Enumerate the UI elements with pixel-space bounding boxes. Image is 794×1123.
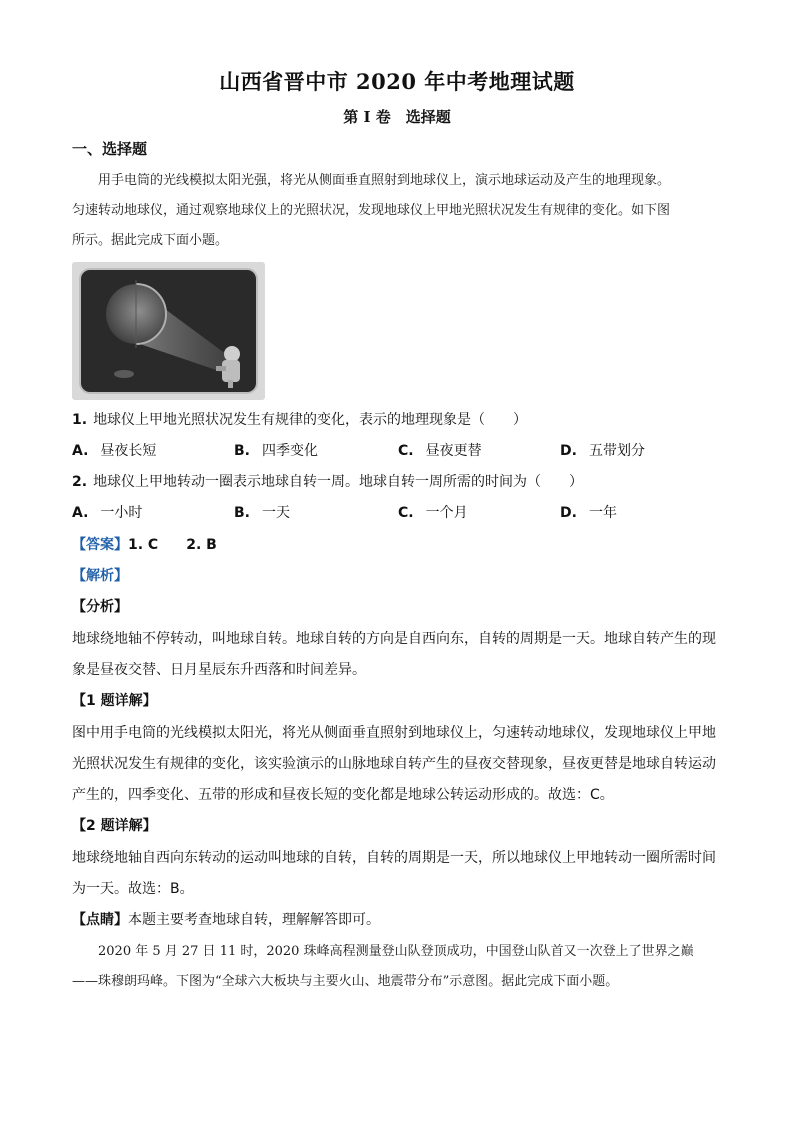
- detail1-paragraph: [72, 718, 724, 811]
- option-letter: A.: [72, 505, 89, 521]
- option-text: 一小时: [100, 505, 143, 521]
- option-text: 昼夜更替: [425, 443, 482, 459]
- detail2-paragraph: [72, 843, 724, 905]
- q2-option-b[interactable]: [234, 502, 290, 524]
- option-letter: A.: [72, 443, 89, 459]
- dianjing-label: 【点睛】: [72, 912, 128, 928]
- fenxi-label: 【分析】: [72, 599, 128, 615]
- option-text: 五带划分: [588, 443, 645, 459]
- globe-experiment-photo: [72, 262, 265, 400]
- option-letter: B.: [234, 443, 250, 459]
- intro-paragraph: [72, 166, 724, 256]
- q1-option-c[interactable]: [398, 440, 482, 462]
- answer-label: 【答案】: [72, 537, 128, 553]
- option-letter: C.: [398, 443, 414, 459]
- option-text: 一天: [262, 505, 290, 521]
- dianjing-text: 本题主要考查地球自转，理解解答即可。: [128, 912, 380, 928]
- detail1-line: 图中用手电筒的光线模拟太阳光，将光从侧面垂直照射到地球仪上，匀速转动地球仪，发现地球仪上甲地: [72, 725, 716, 741]
- fenxi-line: 象是昼夜交替、日月星辰东升西落和时间差异。: [72, 662, 366, 678]
- question-text: 地球仪上甲地光照状况发生有规律的变化，表示的地理现象是（ ）: [93, 412, 528, 428]
- question-2-stem: [72, 471, 583, 493]
- intro-line: 所示。据此完成下面小题。: [72, 233, 229, 248]
- detail1-label: 【1 题详解】: [72, 693, 157, 709]
- intro-line: 用手电筒的光线模拟太阳光强，将光从侧面垂直照射到地球仪上，演示地球运动及产生的地理现象。: [98, 173, 671, 188]
- q1-option-d[interactable]: [560, 440, 645, 462]
- option-text: 一年: [588, 505, 617, 521]
- detail1-line: 光照状况发生有规律的变化，该实验演示的山脉地球自转产生的昼夜交替现象，昼夜更替是地球自转运动: [72, 756, 716, 772]
- next-intro-paragraph: [72, 937, 724, 997]
- answer-text: 1. C 2. B: [128, 537, 217, 553]
- question-text: 地球仪上甲地转动一圈表示地球自转一周。地球自转一周所需的时间为（ ）: [93, 474, 584, 490]
- detail2-label: 【2 题详解】: [72, 818, 157, 834]
- detail2-line: 为一天。故选：B。: [72, 881, 194, 897]
- q2-option-a[interactable]: [72, 502, 142, 524]
- option-text: 昼夜长短: [100, 443, 157, 459]
- fenxi-paragraph: [72, 624, 724, 686]
- q1-option-a[interactable]: [72, 440, 156, 462]
- detail2-line: 地球绕地轴自西向东转动的运动叫地球的自转，自转的周期是一天，所以地球仪上甲地转动一圈所需时间: [72, 850, 716, 866]
- option-letter: C.: [398, 505, 414, 521]
- q2-option-d[interactable]: [560, 502, 617, 524]
- question-number: 2.: [72, 474, 88, 490]
- option-letter: D.: [560, 443, 577, 459]
- option-text: 一个月: [425, 505, 468, 521]
- answer-line: [72, 534, 217, 556]
- q2-option-c[interactable]: [398, 502, 468, 524]
- option-letter: D.: [560, 505, 577, 521]
- analysis-label: [72, 565, 128, 587]
- question-1-stem: [72, 409, 527, 431]
- part-title: 第 I 卷 选择题: [343, 108, 451, 126]
- next-intro-line: ——珠穆朗玛峰。下图为“全球六大板块与主要火山、地震带分布”示意图。据此完成下面小题。: [72, 974, 619, 989]
- page-title: 山西省晋中市 2020 年中考地理试题: [219, 69, 575, 94]
- option-letter: B.: [234, 505, 250, 521]
- q1-option-b[interactable]: [234, 440, 318, 462]
- option-text: 四季变化: [262, 443, 318, 459]
- section-heading: 一、选择题: [72, 140, 148, 158]
- dianjing-line: [72, 909, 380, 931]
- fenxi-line: 地球绕地轴不停转动，叫地球自转。地球自转的方向是自西向东，自转的周期是一天。地球自转产生的现: [72, 631, 716, 647]
- detail1-line: 产生的，四季变化、五带的形成和昼夜长短的变化都是地球公转运动形成的。故选：C。: [72, 787, 614, 803]
- question-number: 1.: [72, 412, 88, 428]
- next-intro-line: 2020 年 5 月 27 日 11 时，2020 珠峰高程测量登山队登顶成功，中国登山队首又一次登上了世界之巅: [98, 944, 694, 959]
- photo-illustration: [72, 262, 265, 400]
- analysis-label-text: 【解析】: [72, 568, 128, 584]
- intro-line: 匀速转动地球仪，通过观察地球仪上的光照状况，发现地球仪上甲地光照状况发生有规律的变化。如下图: [72, 203, 671, 218]
